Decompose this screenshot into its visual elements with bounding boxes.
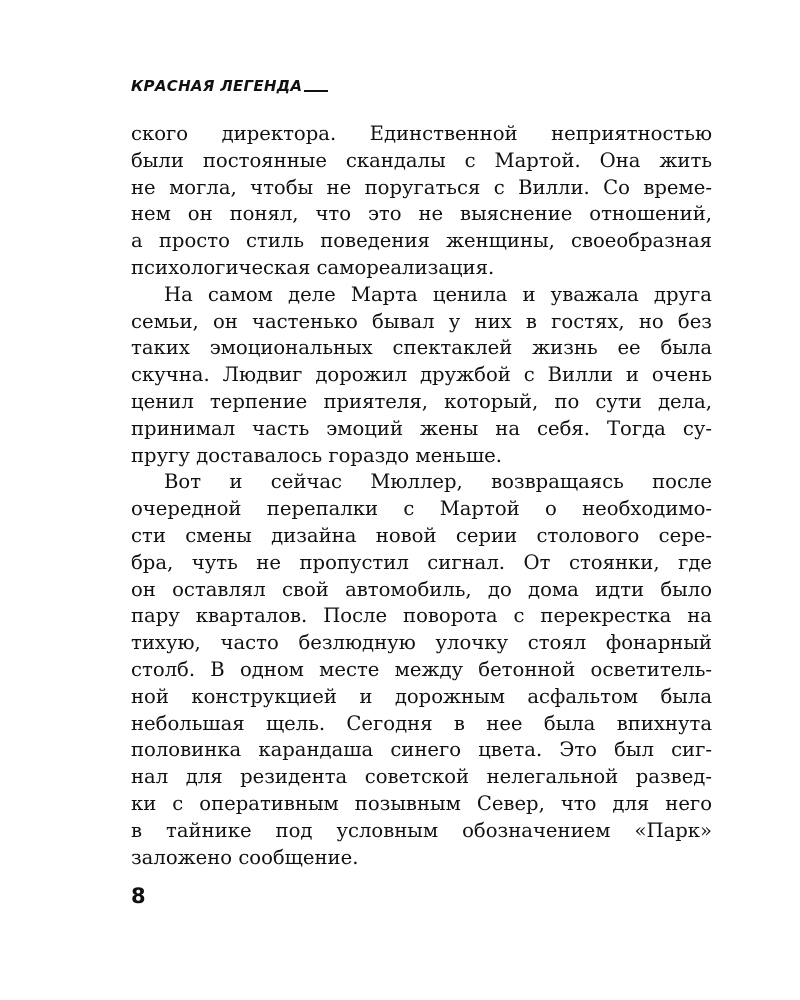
text-line: половинка карандаша синего цвета. Это был сиг-	[131, 738, 712, 762]
text-line: ной конструкцией и дорожным асфальтом была	[131, 684, 712, 708]
body-text	[131, 121, 712, 871]
text-line: скучна. Людвиг дорожил дружбой с Вилли и очень	[131, 363, 712, 387]
text-line: не могла, чтобы не поругаться с Вилли. Со време-	[131, 175, 712, 199]
text-line: ки с оперативным позывным Север, что для него	[131, 791, 712, 815]
text-line: а просто стиль поведения женщины, своеобразная	[131, 229, 712, 253]
running-title: КРАСНАЯ ЛЕГЕНДА	[131, 77, 303, 95]
text-line: ского директора. Единственной неприятностью	[131, 122, 712, 145]
text-line: пару кварталов. После поворота с перекрестка на	[131, 604, 712, 628]
text-line: На самом деле Марта ценила и уважала друга	[164, 282, 712, 306]
text-line: ценил терпение приятеля, который, по сути дела,	[131, 389, 712, 413]
text-line: таких эмоциональных спектаклей жизнь ее была	[131, 336, 712, 360]
text-line: сти смены дизайна новой серии столового сере-	[131, 523, 712, 547]
text-line: были постоянные скандалы с Мартой. Она жить	[131, 148, 712, 172]
header-rule	[304, 90, 328, 92]
text-line: Вот и сейчас Мюллер, возвращаясь после	[164, 470, 712, 494]
page-number: 8	[131, 884, 146, 908]
text-line: принимал часть эмоций жены на себя. Тогда су-	[131, 416, 712, 440]
text-line: очередной перепалки с Мартой о необходимо-	[131, 497, 712, 521]
text-line: небольшая щель. Сегодня в нее была впихнута	[131, 711, 712, 735]
text-line: столб. В одном месте между бетонной осветитель-	[131, 657, 712, 681]
text-line: заложено сообщение.	[131, 845, 359, 869]
text-line: в тайнике под условным обозначением «Парк»	[131, 818, 712, 842]
text-line: психологическая самореализация.	[131, 255, 495, 279]
text-line: пругу доставалось гораздо меньше.	[131, 443, 502, 467]
text-line: нем он понял, что это не выяснение отношений,	[131, 202, 712, 226]
text-line: нал для резидента советской нелегальной развед-	[131, 765, 712, 789]
running-header	[131, 76, 328, 96]
text-line: тихую, часто безлюдную улочку стоял фонарный	[131, 631, 712, 655]
text-line: семьи, он частенько бывал у них в гостях, но без	[131, 309, 712, 333]
text-line: он оставлял свой автомобиль, до дома идти было	[131, 577, 712, 601]
text-line: бра, чуть не пропустил сигнал. От стоянки, где	[131, 550, 712, 574]
